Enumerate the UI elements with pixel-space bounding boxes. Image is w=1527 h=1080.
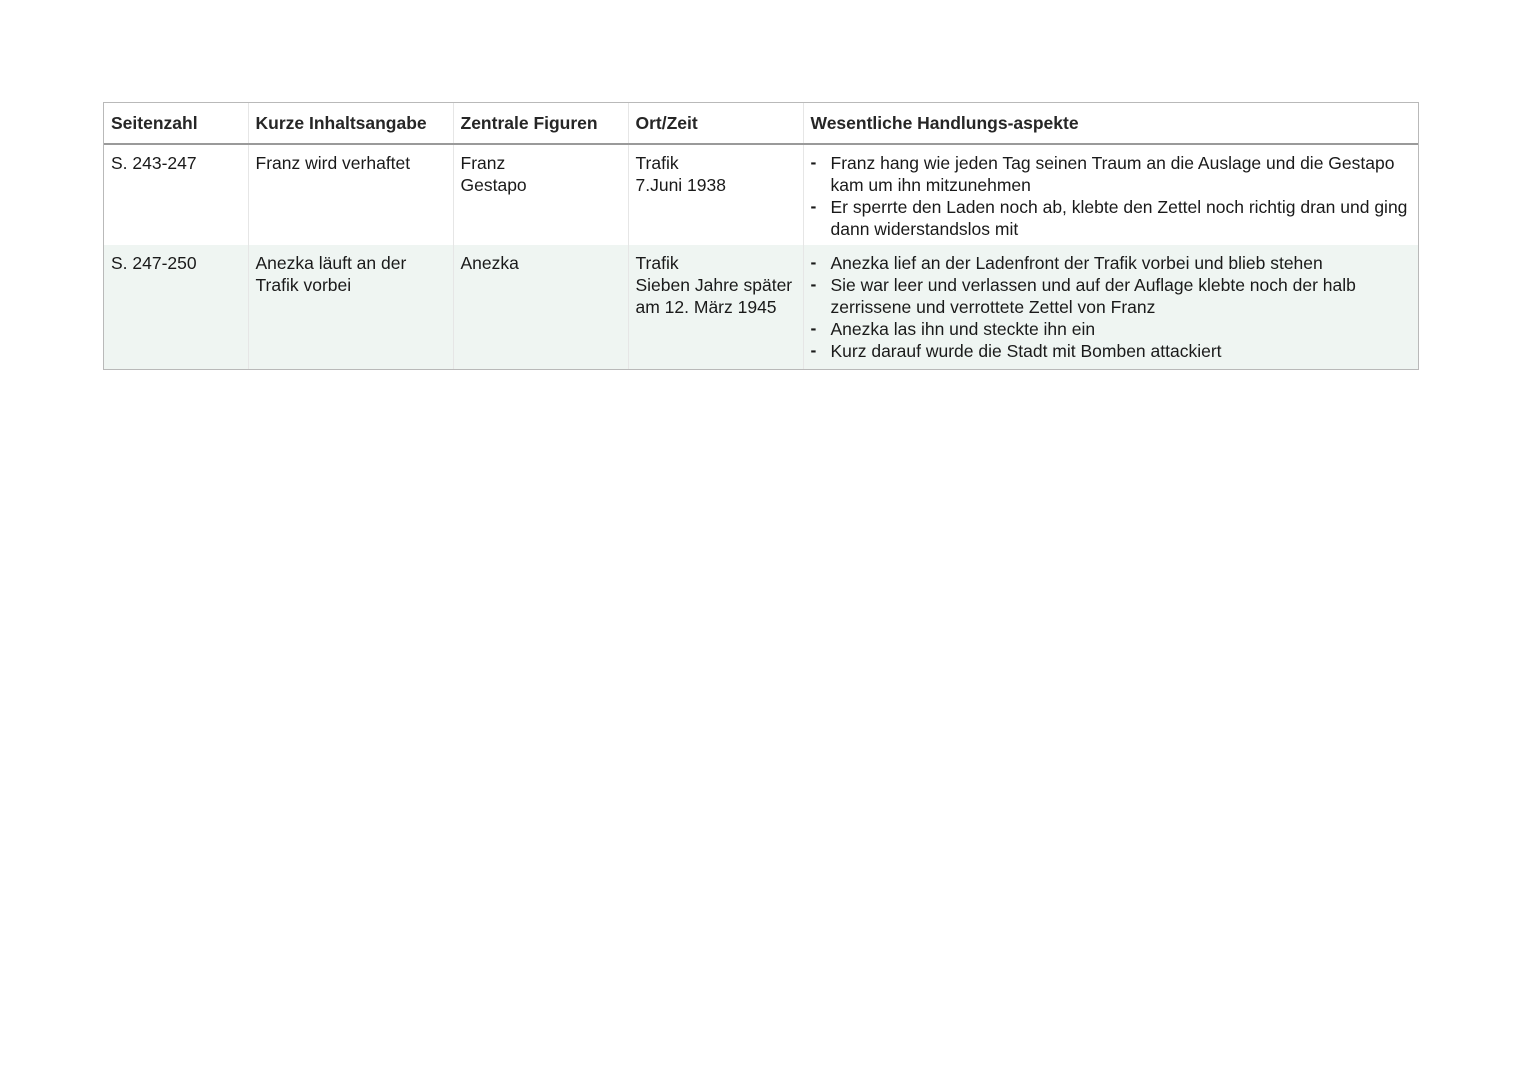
aspect-item: - Kurz darauf wurde die Stadt mit Bomben attackiert [811,340,1412,362]
cell-figuren [453,144,628,245]
aspect-item: - Anezka lief an der Ladenfront der Trafik vorbei und blieb stehen [811,252,1412,274]
aspect-item: - Anezka las ihn und steckte ihn ein [811,318,1412,340]
cell-inhaltsangabe: Franz wird verhaftet [248,144,453,245]
zeit: 7.Juni 1938 [635,175,726,195]
ort: Trafik [635,253,679,273]
cell-inhaltsangabe: Anezka läuft an der Trafik vorbei [248,245,453,369]
cell-handlungsaspekte [803,245,1418,369]
figure-name: Anezka [460,253,519,273]
cell-seitenzahl: S. 243-247 [104,144,248,245]
header-figuren: Zentrale Figuren [453,103,628,144]
aspects-list [811,252,1412,362]
summary-table [104,103,1418,369]
header-inhaltsangabe: Kurze Inhaltsangabe [248,103,453,144]
cell-ort-zeit [628,245,803,369]
summary-table-container [103,102,1419,370]
cell-ort-zeit [628,144,803,245]
ort: Trafik [635,153,679,173]
figure-name: Franz [460,153,506,173]
aspect-item: - Er sperrte den Laden noch ab, klebte den Zettel noch richtig dran und ging dann widerstandslos mit [811,196,1412,240]
header-ort-zeit: Ort/Zeit [628,103,803,144]
table-row [104,245,1418,369]
cell-figuren [453,245,628,369]
header-handlungsaspekte: Wesentliche Handlungs-aspekte [803,103,1418,144]
figure-name: Gestapo [460,175,527,195]
aspect-item: - Franz hang wie jeden Tag seinen Traum an die Auslage und die Gestapo kam um ihn mitzunehmen [811,152,1412,196]
aspects-list [811,152,1412,240]
zeit: Sieben Jahre später am 12. März 1945 [635,275,793,317]
header-seitenzahl: Seitenzahl [104,103,248,144]
cell-seitenzahl: S. 247-250 [104,245,248,369]
cell-handlungsaspekte [803,144,1418,245]
table-header-row [104,103,1418,144]
table-row [104,144,1418,245]
aspect-item: - Sie war leer und verlassen und auf der Auflage klebte noch der halb zerrissene und verrottete Zettel von Franz [811,274,1412,318]
